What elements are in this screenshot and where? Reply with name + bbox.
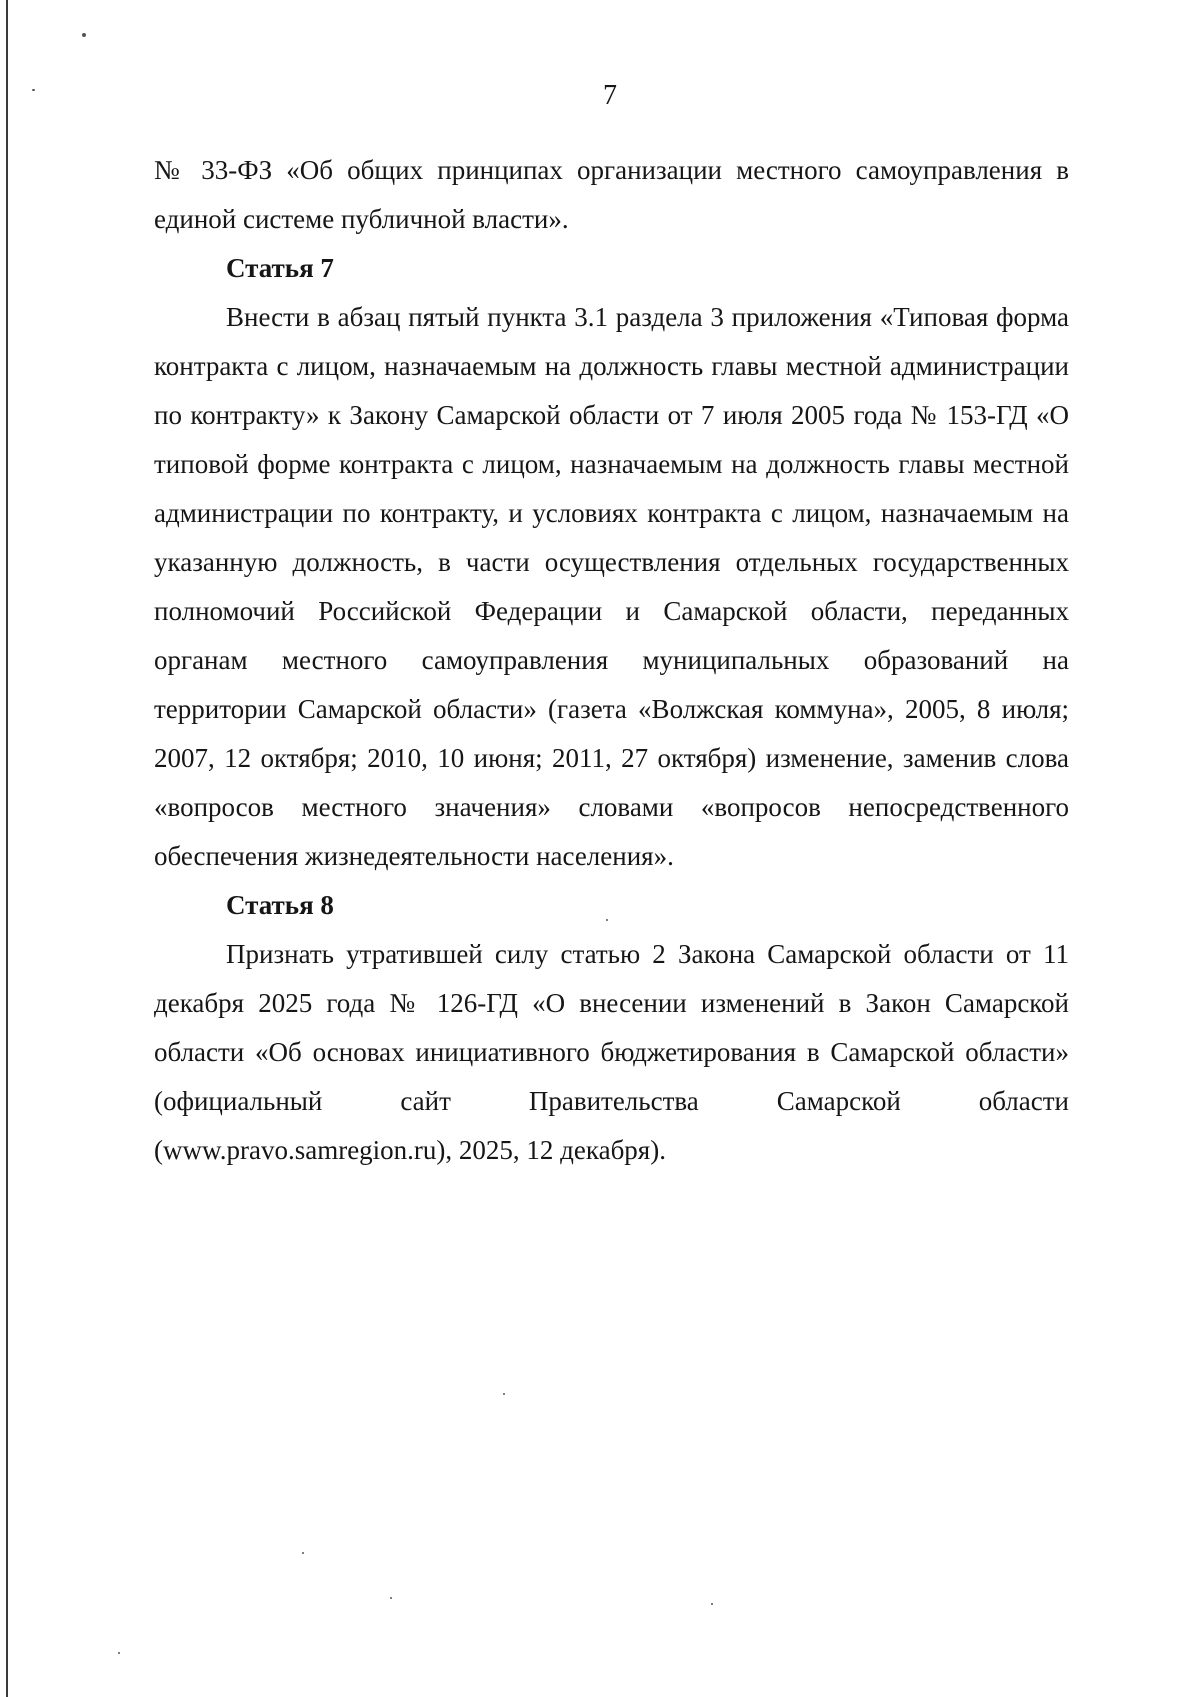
article-7-heading: Статья 7 <box>226 253 334 283</box>
scan-edge-line <box>6 0 8 1697</box>
article-7-text: Внести в абзац пятый пункта 3.1 раздела 3 приложения «Типовая форма контракта с лицом, назначаемым на должность главы местной администрации по контракту» к Закону Самарской области от 7 июля 2005 года № 153-ГД «О типовой форме контракта с лицом, назначаемым на должность главы местной администрации по контракту, и условиях контракта с лицом, назначаемым на указанную должность, в части осуществления отдельных государственных полномочий Российской Федерации и Самарской области, переданных органам местного самоуправления муниципальных образований на территории Самарской области» (газета «Волжская коммуна», 2005, 8 июля; 2007, 12 октября; 2010, 10 июня; 2011, 27 октября) изменение, заменив слова «вопросов местного значения» словами «вопросов непосредственного обеспечения жизнедеятельности населения». <box>154 302 1069 871</box>
scan-speck <box>390 1597 392 1599</box>
scan-speck <box>118 1652 120 1654</box>
article-8-text: Признать утратившей силу статью 2 Закона Самарской области от 11 декабря 2025 года № 126-ГД «О внесении изменений в Закон Самарской области «Об основах инициативного бюджетирования в Самарской области» (официальный сайт Правительства Самарской области (www.pravo.samregion.ru), 2025, 12 декабря). <box>154 939 1069 1165</box>
continuation-paragraph: № 33-ФЗ «Об общих принципах организации местного самоуправления в единой системе публичной власти». <box>154 155 1069 234</box>
page-number: 7 <box>603 80 617 111</box>
scan-speck <box>711 1603 713 1605</box>
scan-speck <box>503 1393 505 1395</box>
scan-speck <box>82 33 86 37</box>
scan-speck <box>302 1552 304 1554</box>
document-body <box>154 146 1069 1175</box>
article-8-heading: Статья 8 <box>226 890 334 920</box>
